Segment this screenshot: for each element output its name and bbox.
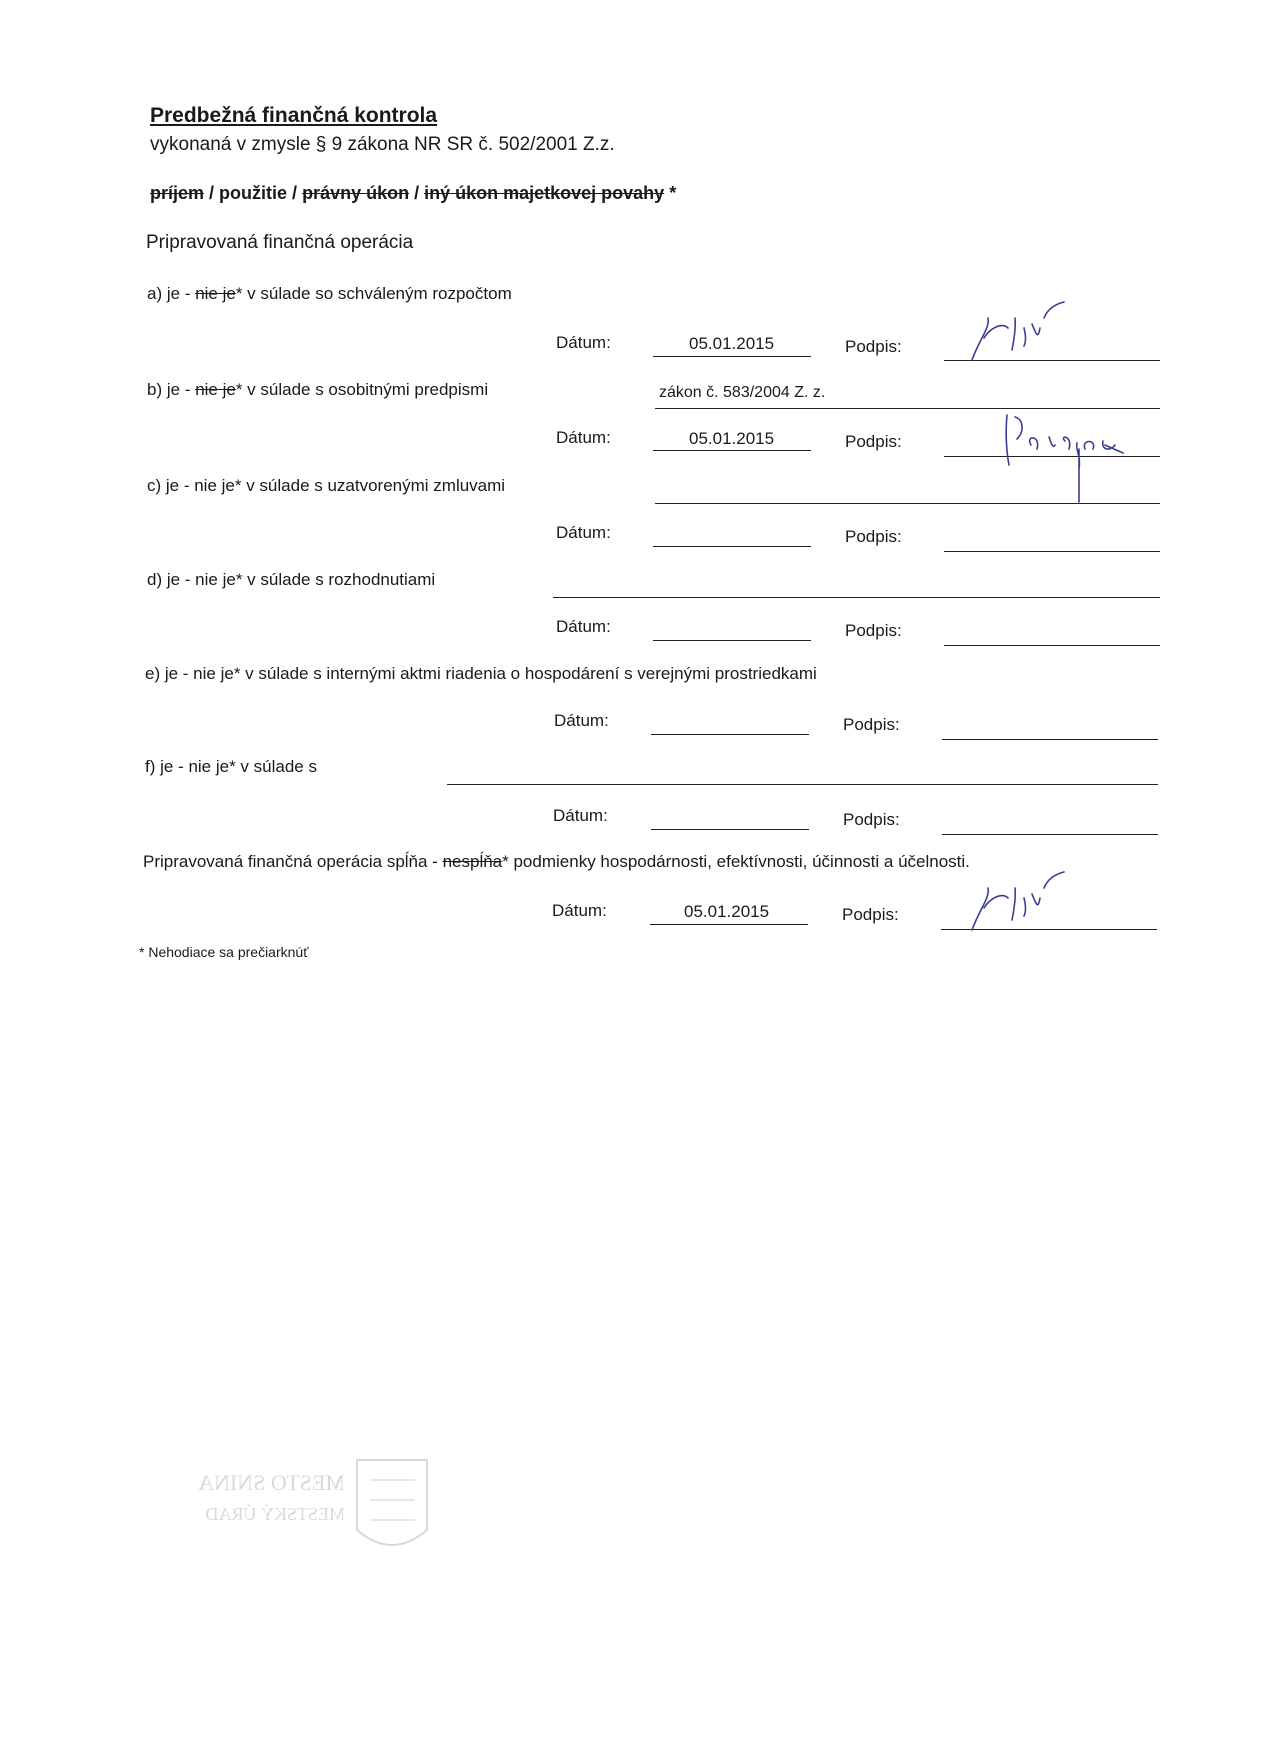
item-c-detail-line — [655, 503, 1160, 504]
signature-line-e — [942, 739, 1158, 740]
op-property-act: iný úkon majetkovej povahy — [424, 183, 665, 203]
stamp-line-2: MESTSKÝ ÚRAD — [205, 1504, 345, 1524]
date-label-final: Dátum: — [552, 901, 607, 920]
item-a-suffix: * v súlade so schváleným rozpočtom — [235, 284, 512, 303]
signature-b — [995, 405, 1135, 505]
item-d: d) je - nie je* v súlade s rozhodnutiami — [147, 570, 436, 589]
date-label-d: Dátum: — [556, 617, 611, 636]
signature-label-c: Podpis: — [845, 527, 902, 546]
operation-types — [150, 183, 676, 204]
signature-label-b: Podpis: — [845, 432, 902, 451]
item-b-prefix: b) je - — [147, 380, 196, 399]
item-b-suffix: * v súlade s osobitnými predpismi — [235, 380, 489, 399]
separator: / — [409, 183, 425, 203]
item-b — [147, 380, 488, 400]
date-label-f: Dátum: — [553, 806, 608, 825]
signature-label-a: Podpis: — [845, 337, 902, 356]
signature-final — [960, 868, 1070, 938]
op-income: príjem — [150, 183, 205, 203]
item-a-prefix: a) je - — [147, 284, 196, 303]
item-e: e) je - nie je* v súlade s internými aktmi riadenia o hospodárení s verejnými prostriedkami — [145, 664, 817, 683]
date-label-e: Dátum: — [554, 711, 609, 730]
official-stamp — [165, 1450, 445, 1570]
signature-label-final: Podpis: — [842, 905, 899, 924]
signature-line-f — [942, 834, 1158, 835]
date-value-final: 05.01.2015 — [684, 902, 770, 921]
footnote: * Nehodiace sa prečiarknúť — [139, 944, 309, 960]
date-line-b — [653, 450, 811, 451]
asterisk: * — [664, 183, 677, 203]
item-a-struck: nie je — [195, 284, 236, 303]
signature-line-d — [944, 645, 1160, 646]
date-line-e — [651, 734, 809, 735]
final-suffix: * podmienky hospodárnosti, efektívnosti, účinnosti a účelnosti. — [502, 852, 970, 871]
op-usage: použitie — [219, 183, 288, 203]
date-line-d — [653, 640, 811, 641]
signature-line-c — [944, 551, 1160, 552]
signature-label-f: Podpis: — [843, 810, 900, 829]
date-line-f — [651, 829, 809, 830]
separator: / — [204, 183, 220, 203]
item-a — [147, 284, 512, 304]
date-value-a: 05.01.2015 — [689, 334, 775, 353]
signature-label-d: Podpis: — [845, 621, 902, 640]
item-f: f) je - nie je* v súlade s — [145, 757, 317, 776]
date-value-b: 05.01.2015 — [689, 429, 775, 448]
stamp-line-1: MESTO SNINA — [198, 1470, 345, 1495]
item-b-detail: zákon č. 583/2004 Z. z. — [659, 384, 826, 401]
date-line-c — [653, 546, 811, 547]
final-struck: nespĺňa — [442, 852, 503, 871]
item-d-detail-line — [553, 597, 1160, 598]
item-c: c) je - nie je* v súlade s uzatvorenými zmluvami — [147, 476, 506, 495]
op-legal-act: právny úkon — [302, 183, 410, 203]
intro-text: Pripravovaná finančná operácia — [146, 232, 414, 253]
signature-a — [960, 298, 1070, 368]
legal-basis: vykonaná v zmysle § 9 zákona NR SR č. 502/2001 Z.z. — [150, 134, 615, 155]
date-line-final — [650, 924, 808, 925]
signature-label-e: Podpis: — [843, 715, 900, 734]
separator: / — [287, 183, 303, 203]
final-statement — [143, 852, 970, 872]
date-label-b: Dátum: — [556, 428, 611, 447]
item-f-detail-line — [447, 784, 1158, 785]
final-prefix: Pripravovaná finančná operácia spĺňa - — [143, 852, 443, 871]
date-line-a — [653, 356, 811, 357]
date-label-c: Dátum: — [556, 523, 611, 542]
date-label-a: Dátum: — [556, 333, 611, 352]
item-b-struck: nie je — [195, 380, 236, 399]
document-title: Predbežná finančná kontrola — [150, 104, 438, 127]
